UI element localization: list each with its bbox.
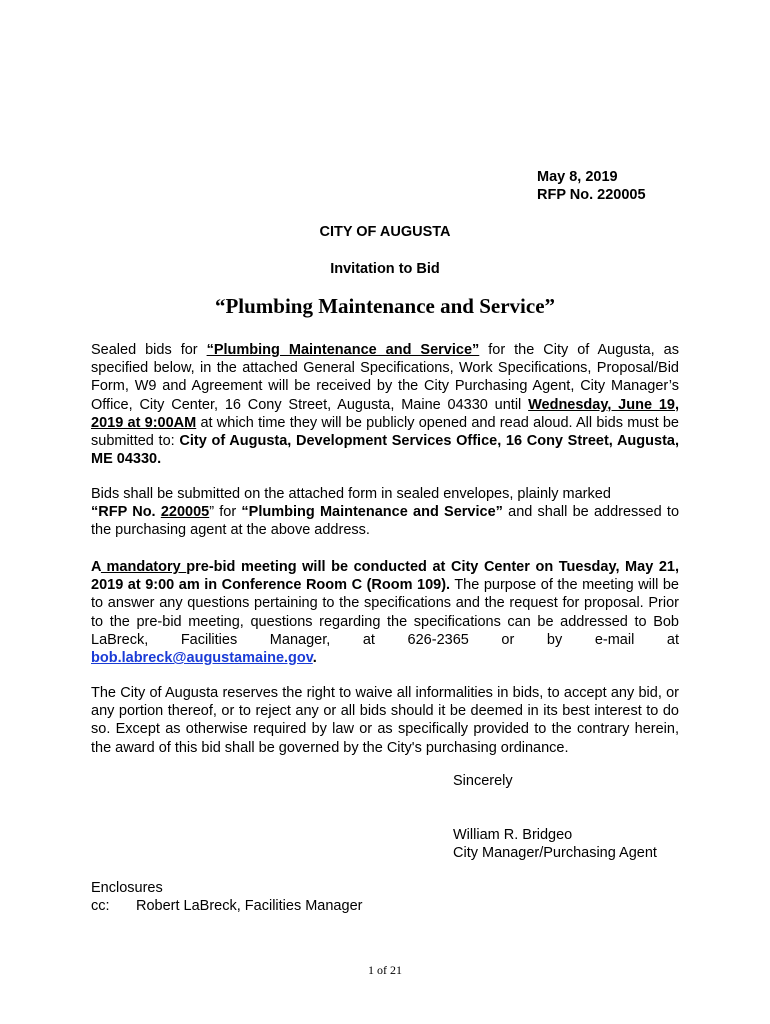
para3-period: . (312, 650, 317, 667)
para1-project-name: “Plumbing Maintenance and Service” (206, 342, 480, 358)
paragraph-reservation: The City of Augusta reserves the right to waive all informalities in bids, to accept any bid, or any portion thereof, or to reject any or all bids should it be deemed in its best interest to do so. Except as otherwise required by law or as specifically provided to the contrary herein, the award of this bid shall be governed by the City's purchasing ordinance. (91, 685, 679, 756)
para3-text-1: The purpose of the meeting will be to answer any questions pertaining to the specifications and the request for proposal. Prior to the pre-bid meeting, questions regarding the specifications can be addressed to Bob LaBreck, Facilities Manager, at 626-2365 or by e-mail at (91, 577, 679, 648)
paragraph-submission (91, 485, 679, 540)
cc-label: cc: (91, 898, 110, 914)
para2-project-name: “Plumbing Maintenance and Service” (241, 504, 503, 521)
para1-text-2: for the City of Augusta, as specified below, in the attached General Specifications, Work Specifications, Proposal/Bid Form, W9 and Agreement will be received by the City Purchasing Agent, City Manager’s Office, City Center, 16 Cony Street, Augusta, Maine 04330 until (91, 342, 679, 413)
invitation-heading: Invitation to Bid (330, 261, 440, 277)
paragraph-prebid-meeting (91, 558, 679, 667)
paragraph-sealed-bids (91, 341, 679, 468)
para2-text-3: and shall be addressed to the purchasing agent at the above address. (91, 504, 680, 539)
cc-recipient: Robert LaBreck, Facilities Manager (136, 898, 363, 914)
enclosures-label: Enclosures (91, 880, 163, 896)
page-number: 1 of 21 (368, 963, 402, 977)
para3-article: A (91, 559, 101, 575)
para2-text-2: ” for (209, 504, 242, 521)
para3-mandatory: mandatory (100, 559, 187, 575)
signer-name: William R. Bridgeo (453, 827, 573, 843)
email-link[interactable]: bob.labreck@augustamaine.gov (91, 650, 313, 667)
para3-meeting-details: pre-bid meeting will be conducted at City Center on Tuesday, May 21, 2019 at 9:00 am in Conference Room C (Room 109). (91, 559, 680, 594)
para1-text-3: at which time they will be publicly opened and read aloud. All bids must be submitted to: (91, 414, 680, 450)
para1-text-1: Sealed bids for (91, 342, 207, 358)
para2-rfp-label: “RFP No. (91, 504, 161, 521)
rfp-number: RFP No. 220005 (537, 187, 646, 203)
letter-date: May 8, 2019 (537, 169, 618, 185)
city-heading: CITY OF AUGUSTA (319, 224, 451, 240)
para2-rfp-number: 220005 (160, 504, 210, 521)
para1-deadline: Wednesday, June 19, 2019 at 9:00AM (91, 396, 680, 431)
signer-role: City Manager/Purchasing Agent (453, 845, 657, 861)
para2-text-1: Bids shall be submitted on the attached form in sealed envelopes, plainly marked (91, 486, 611, 502)
para1-submit-address: City of Augusta, Development Services Office, 16 Cony Street, Augusta, ME 04330. (91, 433, 679, 468)
bid-title: “Plumbing Maintenance and Service” (214, 294, 556, 318)
closing-sincerely: Sincerely (453, 773, 513, 789)
